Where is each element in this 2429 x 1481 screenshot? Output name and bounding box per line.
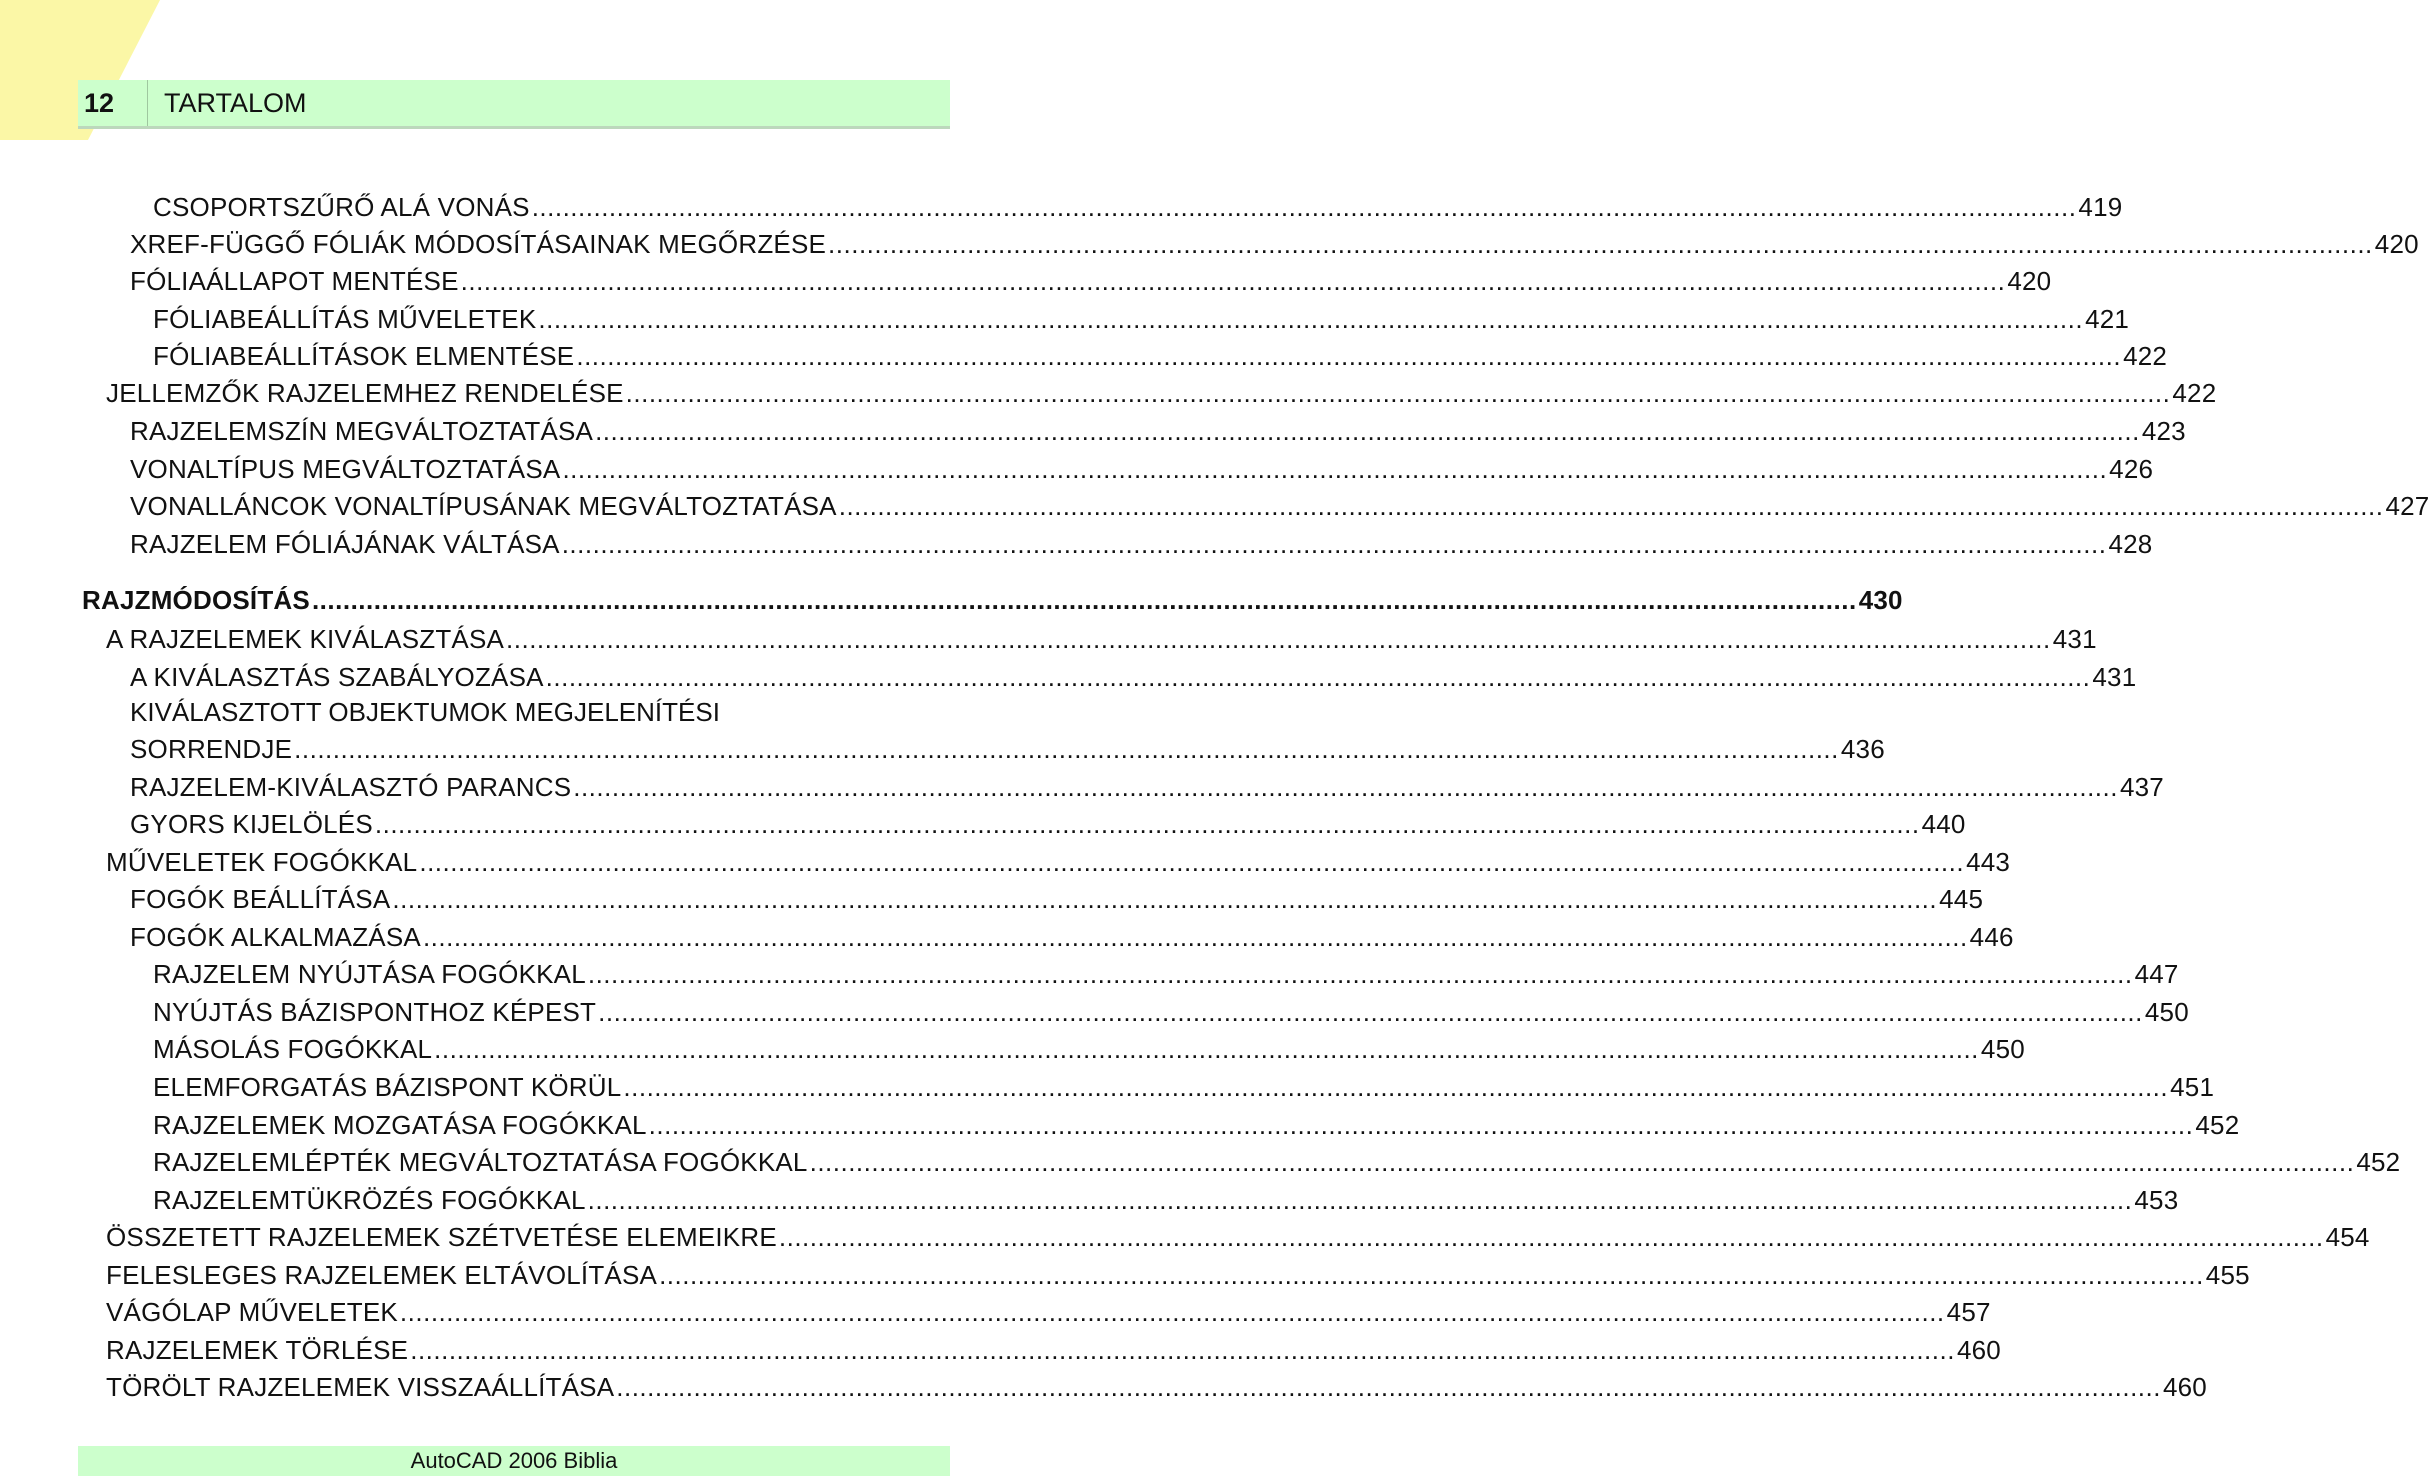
toc-entry-page: 431	[2052, 624, 2097, 654]
toc-entry-title: ELEMFORGATÁS BÁZISPONT KÖRÜL	[153, 1072, 622, 1102]
toc-entry[interactable]	[130, 802, 1966, 839]
toc-leader-dots: ........................................................................................................................................................................................................	[587, 1185, 2133, 1215]
toc-leader-dots: ........................................................................................................................................................................................................	[623, 1072, 2169, 1102]
toc-entry[interactable]	[153, 185, 2123, 222]
toc-leader-dots: ........................................................................................................................................................................................................	[838, 491, 2384, 521]
toc-entry[interactable]	[130, 409, 2186, 446]
toc-entry-page: 453	[2134, 1185, 2179, 1215]
toc-entry[interactable]	[106, 1365, 2207, 1402]
toc-entry-page: 436	[1840, 734, 1885, 764]
toc-leader-dots: ........................................................................................................................................................................................................	[531, 192, 2077, 222]
toc-entry-page: 455	[2205, 1260, 2250, 1290]
toc-entry-title: RAJZMÓDOSÍTÁS	[82, 585, 310, 615]
page-title: TARTALOM	[164, 87, 307, 118]
toc-leader-dots: ........................................................................................................................................................................................................	[587, 959, 2133, 989]
page-footer	[78, 1446, 950, 1476]
toc-entry[interactable]	[153, 952, 2179, 989]
toc-entry[interactable]	[106, 371, 2217, 408]
toc-entry-title: CSOPORTSZŰRŐ ALÁ VONÁS	[153, 192, 530, 222]
toc-leader-dots: ........................................................................................................................................................................................................	[422, 922, 1968, 952]
toc-entry-title: TÖRÖLT RAJZELEMEK VISSZAÁLLÍTÁSA	[106, 1372, 615, 1402]
toc-entry-page: 431	[2092, 662, 2137, 692]
toc-entry-page: 446	[1969, 922, 2014, 952]
toc-entry[interactable]	[130, 877, 1984, 914]
toc-entry[interactable]	[153, 1103, 2240, 1140]
toc-entry-title: FOGÓK ALKALMAZÁSA	[130, 922, 421, 952]
toc-leader-dots: ........................................................................................................................................................................................................	[573, 772, 2118, 802]
toc-entry-title: RAJZELEM FÓLIÁJÁNAK VÁLTÁSA	[130, 529, 560, 559]
toc-entry[interactable]	[153, 1065, 2215, 1102]
toc-entry[interactable]	[106, 1253, 2250, 1290]
toc-entry[interactable]	[106, 1290, 1991, 1327]
toc-entry-page: 460	[1956, 1335, 2001, 1365]
toc-entry-page: 426	[2109, 454, 2154, 484]
toc-entry-title: RAJZELEMTÜKRÖZÉS FOGÓKKAL	[153, 1185, 586, 1215]
toc-leader-dots: ........................................................................................................................................................................................................	[410, 1335, 1955, 1365]
toc-leader-dots: ........................................................................................................................................................................................................	[460, 266, 2006, 296]
toc-entry-page: 460	[2162, 1372, 2207, 1402]
toc-entry-title: FELESLEGES RAJZELEMEK ELTÁVOLÍTÁSA	[106, 1260, 658, 1290]
page-header	[78, 80, 950, 129]
toc-entry-title: RAJZELEMLÉPTÉK MEGVÁLTOZTATÁSA FOGÓKKAL	[153, 1147, 808, 1177]
toc-entry-title: FÓLIABEÁLLÍTÁS MŰVELETEK	[153, 304, 537, 334]
toc-leader-dots: ........................................................................................................................................................................................................	[828, 229, 2373, 259]
toc-leader-dots: ........................................................................................................................................................................................................	[625, 378, 2171, 408]
toc-entry-title-line2: SORRENDJE	[130, 734, 293, 764]
toc-entry-title: XREF-FÜGGŐ FÓLIÁK MÓDOSÍTÁSAINAK MEGŐRZÉSE	[130, 229, 827, 259]
toc-entry-page: 423	[2141, 416, 2186, 446]
toc-leader-dots: ........................................................................................................................................................................................................	[374, 809, 1920, 839]
toc-leader-dots: ........................................................................................................................................................................................................	[294, 734, 1839, 764]
toc-entry[interactable]	[153, 1027, 2025, 1064]
toc-entry-page: 452	[2356, 1147, 2401, 1177]
toc-entry-title: FOGÓK BEÁLLÍTÁSA	[130, 884, 391, 914]
toc-leader-dots: ........................................................................................................................................................................................................	[598, 997, 2143, 1027]
toc-entry-title: GYORS KIJELÖLÉS	[130, 809, 373, 839]
toc-entry-page: 447	[2134, 959, 2179, 989]
toc-entry[interactable]	[130, 447, 2154, 484]
toc-leader-dots: ........................................................................................................................................................................................................	[538, 304, 2084, 334]
toc-leader-dots: ........................................................................................................................................................................................................	[434, 1034, 1979, 1064]
toc-entry-page: 452	[2195, 1110, 2240, 1140]
toc-leader-dots: ........................................................................................................................................................................................................	[809, 1147, 2355, 1177]
toc-entry[interactable]	[153, 334, 2168, 371]
toc-entry-title: VONALLÁNCOK VONALTÍPUSÁNAK MEGVÁLTOZTATÁSA	[130, 491, 837, 521]
toc-entry-title: FÓLIABEÁLLÍTÁSOK ELMENTÉSE	[153, 341, 575, 371]
toc-entry-title: RAJZELEMEK TÖRLÉSE	[106, 1335, 409, 1365]
toc-entry[interactable]	[106, 1215, 2370, 1252]
toc-entry-page: 454	[2325, 1222, 2370, 1252]
toc-entry[interactable]	[130, 222, 2419, 259]
toc-entry-title: MÁSOLÁS FOGÓKKAL	[153, 1034, 433, 1064]
toc-entry-page: 437	[2119, 772, 2164, 802]
toc-entry-page: 443	[1966, 847, 2011, 877]
toc-entry[interactable]	[106, 617, 2097, 654]
toc-entry-title: FÓLIAÁLLAPOT MENTÉSE	[130, 266, 459, 296]
toc-entry-title: RAJZELEMEK MOZGATÁSA FOGÓKKAL	[153, 1110, 647, 1140]
toc-entry[interactable]	[106, 1328, 2001, 1365]
toc-entry[interactable]	[106, 840, 2011, 877]
toc-entry[interactable]	[153, 990, 2189, 1027]
toc-entry-page: 450	[1980, 1034, 2025, 1064]
toc-entry-page: 451	[2170, 1072, 2215, 1102]
toc-entry-page: 421	[2085, 304, 2130, 334]
toc-leader-dots: ........................................................................................................................................................................................................	[392, 884, 1938, 914]
toc-leader-dots: ........................................................................................................................................................................................................	[562, 454, 2108, 484]
toc-entry-title-line1: KIVÁLASZTOTT OBJEKTUMOK MEGJELENÍTÉSI	[130, 697, 720, 727]
toc-entry-title: VONALTÍPUS MEGVÁLTOZTATÁSA	[130, 454, 561, 484]
toc-entry-page: 440	[1921, 809, 1966, 839]
toc-entry-title: RAJZELEMSZÍN MEGVÁLTOZTATÁSA	[130, 416, 594, 446]
toc-entry-page: 427	[2385, 491, 2429, 521]
footer-text: AutoCAD 2006 Biblia	[410, 1448, 618, 1473]
toc-leader-dots: ........................................................................................................................................................................................................	[778, 1222, 2324, 1252]
toc-entry[interactable]	[130, 259, 2052, 296]
toc-leader-dots: ........................................................................................................................................................................................................	[506, 624, 2051, 654]
toc-entry[interactable]	[130, 765, 2164, 802]
toc-entry-title: RAJZELEM NYÚJTÁSA FOGÓKKAL	[153, 959, 586, 989]
toc-section-entry[interactable]	[82, 578, 1903, 615]
toc-entry[interactable]	[130, 655, 2137, 692]
toc-entry-title: MŰVELETEK FOGÓKKAL	[106, 847, 418, 877]
toc-leader-dots: ........................................................................................................................................................................................................	[648, 1110, 2194, 1140]
toc-leader-dots: ........................................................................................................................................................................................................	[419, 847, 1965, 877]
toc-leader-dots: ........................................................................................................................................................................................................	[311, 585, 1857, 615]
toc-entry[interactable]	[153, 297, 2130, 334]
toc-entry-title: ÖSSZETETT RAJZELEMEK SZÉTVETÉSE ELEMEIKRE	[106, 1222, 777, 1252]
toc-leader-dots: ........................................................................................................................................................................................................	[576, 341, 2122, 371]
toc-entry-page: 419	[2078, 192, 2123, 222]
toc-entry[interactable]	[130, 522, 2153, 559]
toc-entry-title: VÁGÓLAP MŰVELETEK	[106, 1297, 398, 1327]
toc-leader-dots: ........................................................................................................................................................................................................	[595, 416, 2140, 446]
toc-entry-page: 420	[2007, 266, 2052, 296]
toc-leader-dots: ........................................................................................................................................................................................................	[545, 662, 2091, 692]
toc-entry-page: 420	[2374, 229, 2419, 259]
toc-entry[interactable]	[153, 1178, 2179, 1215]
page-number: 12	[78, 80, 148, 126]
toc-entry[interactable]	[130, 727, 1885, 764]
toc-entry-title: NYÚJTÁS BÁZISPONTHOZ KÉPEST	[153, 997, 597, 1027]
toc-leader-dots: ........................................................................................................................................................................................................	[659, 1260, 2204, 1290]
toc-entry-page: 457	[1946, 1297, 1991, 1327]
toc-entry-title: JELLEMZŐK RAJZELEMHEZ RENDELÉSE	[106, 378, 624, 408]
toc-leader-dots: ........................................................................................................................................................................................................	[399, 1297, 1945, 1327]
toc-entry-title: A KIVÁLASZTÁS SZABÁLYOZÁSA	[130, 662, 544, 692]
toc-entry[interactable]	[153, 1140, 2401, 1177]
toc-entry-page: 422	[2172, 378, 2217, 408]
toc-entry[interactable]	[130, 915, 2014, 952]
toc-entry[interactable]	[130, 484, 2429, 521]
toc-entry-page: 428	[2108, 529, 2153, 559]
toc-entry-page: 430	[1858, 585, 1903, 615]
toc-leader-dots: ........................................................................................................................................................................................................	[616, 1372, 2161, 1402]
toc-entry-page: 422	[2123, 341, 2168, 371]
toc-entry-page: 450	[2144, 997, 2189, 1027]
toc-leader-dots: ........................................................................................................................................................................................................	[561, 529, 2107, 559]
toc-entry-page: 445	[1939, 884, 1984, 914]
toc-entry-title: RAJZELEM-KIVÁLASZTÓ PARANCS	[130, 772, 572, 802]
toc-entry-title: A RAJZELEMEK KIVÁLASZTÁSA	[106, 624, 505, 654]
